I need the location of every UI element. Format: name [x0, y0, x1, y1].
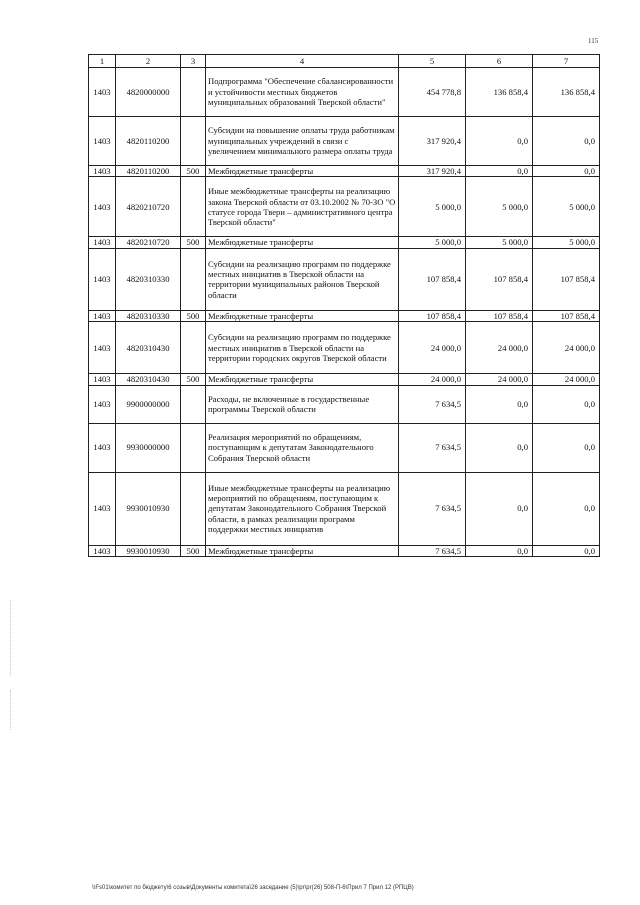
- column-header: 3: [181, 55, 206, 68]
- amount-col7-cell: 0,0: [533, 166, 600, 177]
- target-article-cell: 4820310430: [116, 322, 181, 374]
- column-header: 7: [533, 55, 600, 68]
- amount-col6-cell: 5 000,0: [466, 177, 533, 237]
- binding-margin-mark: [10, 600, 12, 675]
- target-article-cell: 4820110200: [116, 117, 181, 166]
- column-header: 2: [116, 55, 181, 68]
- amount-col7-cell: 0,0: [533, 117, 600, 166]
- expense-name-cell: Межбюджетные трансферты: [206, 237, 399, 248]
- column-number-row: [89, 55, 600, 68]
- amount-col5-cell: 24 000,0: [399, 322, 466, 374]
- table-row: [89, 310, 600, 321]
- section-code-cell: 1403: [89, 248, 116, 310]
- section-code-cell: 1403: [89, 374, 116, 385]
- table-row: [89, 472, 600, 545]
- amount-col6-cell: 0,0: [466, 385, 533, 423]
- expense-type-cell: [181, 117, 206, 166]
- target-article-cell: 9930000000: [116, 423, 181, 472]
- table-row: [89, 68, 600, 117]
- target-article-cell: 4820310330: [116, 310, 181, 321]
- expense-type-cell: [181, 68, 206, 117]
- amount-col6-cell: 0,0: [466, 472, 533, 545]
- amount-col7-cell: 24 000,0: [533, 374, 600, 385]
- column-header: 4: [206, 55, 399, 68]
- table-row: [89, 385, 600, 423]
- expense-name-cell: Межбюджетные трансферты: [206, 166, 399, 177]
- amount-col7-cell: 0,0: [533, 545, 600, 556]
- amount-col6-cell: 5 000,0: [466, 237, 533, 248]
- amount-col6-cell: 24 000,0: [466, 374, 533, 385]
- section-code-cell: 1403: [89, 68, 116, 117]
- expense-type-cell: [181, 423, 206, 472]
- column-header: 1: [89, 55, 116, 68]
- column-header: 5: [399, 55, 466, 68]
- expense-type-cell: [181, 177, 206, 237]
- table-row: [89, 166, 600, 177]
- expense-type-cell: [181, 248, 206, 310]
- amount-col5-cell: 7 634,5: [399, 423, 466, 472]
- expense-name-cell: Реализация мероприятий по обращениям, поступающим к депутатам Законодательного Собрания Тверской области: [206, 423, 399, 472]
- amount-col7-cell: 5 000,0: [533, 237, 600, 248]
- target-article-cell: 4820000000: [116, 68, 181, 117]
- section-code-cell: 1403: [89, 545, 116, 556]
- column-header: 6: [466, 55, 533, 68]
- amount-col5-cell: 317 920,4: [399, 166, 466, 177]
- expense-name-cell: Межбюджетные трансферты: [206, 545, 399, 556]
- expense-name-cell: Субсидии на реализацию программ по поддержке местных инициатив в Тверской области на территории муниципальных районов Тверской области: [206, 248, 399, 310]
- section-code-cell: 1403: [89, 472, 116, 545]
- budget-table: [88, 54, 600, 557]
- table-row: [89, 177, 600, 237]
- amount-col7-cell: 5 000,0: [533, 177, 600, 237]
- expense-type-cell: [181, 472, 206, 545]
- amount-col5-cell: 7 634,5: [399, 385, 466, 423]
- section-code-cell: 1403: [89, 322, 116, 374]
- amount-col5-cell: 5 000,0: [399, 177, 466, 237]
- expense-type-cell: 500: [181, 237, 206, 248]
- table-row: [89, 237, 600, 248]
- table-row: [89, 248, 600, 310]
- amount-col6-cell: 107 858,4: [466, 248, 533, 310]
- amount-col6-cell: 107 858,4: [466, 310, 533, 321]
- amount-col7-cell: 107 858,4: [533, 310, 600, 321]
- amount-col6-cell: 0,0: [466, 166, 533, 177]
- expense-name-cell: Субсидии на повышение оплаты труда работникам муниципальных учреждений в связи с увеличением минимального размера оплаты труда: [206, 117, 399, 166]
- table-row: [89, 117, 600, 166]
- amount-col5-cell: 107 858,4: [399, 310, 466, 321]
- expense-name-cell: Подпрограмма "Обеспечение сбалансированности и устойчивости местных бюджетов муниципальных образований Тверской области": [206, 68, 399, 117]
- amount-col5-cell: 7 634,5: [399, 472, 466, 545]
- table-row: [89, 545, 600, 556]
- expense-type-cell: 500: [181, 310, 206, 321]
- table-body: [89, 68, 600, 557]
- expense-type-cell: 500: [181, 374, 206, 385]
- target-article-cell: 4820310430: [116, 374, 181, 385]
- target-article-cell: 9900000000: [116, 385, 181, 423]
- table-row: [89, 423, 600, 472]
- expense-name-cell: Субсидии на реализацию программ по поддержке местных инициатив в Тверской области на территории городских округов Тверской области: [206, 322, 399, 374]
- expense-type-cell: [181, 322, 206, 374]
- target-article-cell: 9930010930: [116, 545, 181, 556]
- target-article-cell: 9930010930: [116, 472, 181, 545]
- section-code-cell: 1403: [89, 117, 116, 166]
- expense-name-cell: Иные межбюджетные трансферты на реализацию закона Тверской области от 03.10.2002 № 70-ЗО "О статусе города Твери – административного центра Тверской области": [206, 177, 399, 237]
- amount-col5-cell: 5 000,0: [399, 237, 466, 248]
- amount-col5-cell: 317 920,4: [399, 117, 466, 166]
- page-number: 115: [588, 37, 599, 45]
- file-path-footer: \\Fs01\комитет по бюджету\6 созыв\Документы комитета\26 заседание (5)\pr\pr(26) 508-П-6\Прил 7 Прил 12 (РПЦВ): [92, 885, 414, 891]
- binding-margin-mark: [10, 690, 12, 730]
- expense-name-cell: Расходы, не включенные в государственные программы Тверской области: [206, 385, 399, 423]
- amount-col6-cell: 0,0: [466, 545, 533, 556]
- expense-type-cell: 500: [181, 545, 206, 556]
- amount-col6-cell: 136 858,4: [466, 68, 533, 117]
- amount-col7-cell: 136 858,4: [533, 68, 600, 117]
- amount-col5-cell: 454 778,8: [399, 68, 466, 117]
- target-article-cell: 4820210720: [116, 237, 181, 248]
- expense-name-cell: Межбюджетные трансферты: [206, 374, 399, 385]
- section-code-cell: 1403: [89, 423, 116, 472]
- expense-type-cell: 500: [181, 166, 206, 177]
- target-article-cell: 4820110200: [116, 166, 181, 177]
- amount-col5-cell: 24 000,0: [399, 374, 466, 385]
- amount-col6-cell: 0,0: [466, 117, 533, 166]
- amount-col5-cell: 107 858,4: [399, 248, 466, 310]
- amount-col7-cell: 0,0: [533, 423, 600, 472]
- expense-name-cell: Межбюджетные трансферты: [206, 310, 399, 321]
- amount-col7-cell: 0,0: [533, 472, 600, 545]
- target-article-cell: 4820310330: [116, 248, 181, 310]
- table-row: [89, 322, 600, 374]
- expense-name-cell: Иные межбюджетные трансферты на реализацию мероприятий по обращениям, поступающим к депутатам Законодательного Собрания Тверской области, в рамках реализации программ поддержки местных инициатив: [206, 472, 399, 545]
- target-article-cell: 4820210720: [116, 177, 181, 237]
- expense-type-cell: [181, 385, 206, 423]
- section-code-cell: 1403: [89, 310, 116, 321]
- table-row: [89, 374, 600, 385]
- section-code-cell: 1403: [89, 237, 116, 248]
- amount-col5-cell: 7 634,5: [399, 545, 466, 556]
- amount-col6-cell: 24 000,0: [466, 322, 533, 374]
- amount-col6-cell: 0,0: [466, 423, 533, 472]
- amount-col7-cell: 0,0: [533, 385, 600, 423]
- section-code-cell: 1403: [89, 177, 116, 237]
- section-code-cell: 1403: [89, 385, 116, 423]
- section-code-cell: 1403: [89, 166, 116, 177]
- amount-col7-cell: 107 858,4: [533, 248, 600, 310]
- amount-col7-cell: 24 000,0: [533, 322, 600, 374]
